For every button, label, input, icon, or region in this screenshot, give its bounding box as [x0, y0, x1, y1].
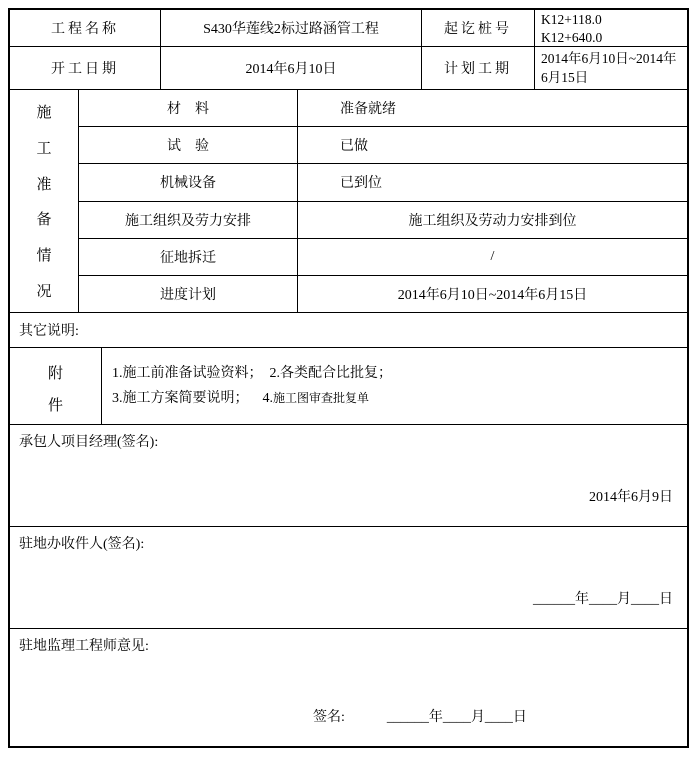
supervisor-opinion-section — [10, 629, 687, 746]
attachment-line-2-small: 施工图审查批复单 — [273, 391, 370, 405]
project-name-label: 工程名称 — [10, 10, 161, 46]
preparation-vertical-title — [10, 90, 79, 312]
start-date-label: 开工日期 — [10, 47, 161, 89]
schedule-value: 2014年6月10日~2014年6月15日 — [397, 287, 588, 303]
header-row-dates — [10, 47, 687, 89]
attachment-line-1: 1.施工前准备试验资料； 2.各类配合比批复； — [112, 366, 392, 381]
prep-title-char: 准 — [36, 176, 52, 193]
table-row-land-acquisition — [79, 239, 687, 276]
stake-line-2: K12+640.0 — [541, 30, 603, 45]
materials-label: 材 料 — [79, 90, 298, 126]
prep-title-char: 情 — [36, 247, 52, 264]
machinery-label: 机械设备 — [79, 164, 298, 200]
project-name-value: S430华莲线2标过路涵管工程 — [161, 10, 422, 46]
planned-period-label: 计划工期 — [422, 47, 535, 89]
other-notes-section — [10, 313, 687, 348]
organization-value: 施工组织及劳动力安排到位 — [408, 213, 577, 229]
land-acquisition-value: / — [490, 248, 495, 264]
machinery-value: 已到位 — [340, 176, 382, 192]
attachments-vertical-title — [10, 348, 102, 424]
contractor-signature-date: 2014年6月9日 — [589, 490, 673, 505]
prep-title-char: 工 — [36, 140, 52, 157]
resident-office-signature-section — [10, 527, 687, 629]
land-acquisition-label: 征地拆迁 — [79, 239, 298, 275]
planned-period-value: 2014年6月10日~2014年6月15日 — [541, 51, 677, 85]
resident-office-date-blank: ______年____月____日 — [533, 592, 673, 607]
prep-title-char: 况 — [36, 283, 52, 300]
start-date-value: 2014年6月10日 — [161, 47, 422, 89]
attachments-list — [102, 348, 687, 424]
tests-value: 已做 — [340, 139, 368, 155]
supervisor-sign-row — [313, 706, 687, 746]
supervisor-opinion-label: 驻地监理工程师意见: — [19, 639, 149, 654]
preparation-rows — [79, 90, 687, 312]
stake-number-value — [535, 10, 687, 46]
attachment-line-2 — [112, 386, 687, 411]
construction-commencement-form — [8, 8, 689, 748]
resident-office-signature-label: 驻地办收件人(签名): — [19, 537, 145, 552]
contractor-signature-label: 承包人项目经理(签名): — [19, 435, 159, 450]
header-row-project — [10, 10, 687, 47]
table-row-materials — [79, 90, 687, 127]
prep-title-char: 施 — [36, 105, 52, 122]
tests-label: 试 验 — [79, 127, 298, 163]
attachments-section — [10, 348, 687, 425]
supervisor-date-blank: ______年____月____日 — [386, 710, 527, 725]
stake-number-label: 起讫桩号 — [422, 10, 535, 46]
table-row-machinery — [79, 164, 687, 201]
preparation-section — [10, 90, 687, 313]
table-row-tests — [79, 127, 687, 164]
table-row-schedule — [79, 276, 687, 312]
attach-title-char: 附 — [47, 365, 63, 382]
schedule-label: 进度计划 — [79, 276, 298, 312]
header-section — [10, 10, 687, 90]
supervisor-sign-label: 签名: — [313, 710, 345, 725]
table-row-organization — [79, 202, 687, 239]
organization-label: 施工组织及劳力安排 — [79, 202, 298, 238]
prep-title-char: 备 — [36, 212, 52, 229]
contractor-signature-section — [10, 425, 687, 527]
attach-title-char: 件 — [47, 397, 63, 414]
stake-line-1: K12+118.0 — [541, 12, 602, 27]
other-notes-label: 其它说明: — [19, 324, 79, 339]
attachment-line-2-main: 3.施工方案简要说明； 4. — [112, 391, 273, 406]
materials-value: 准备就绪 — [340, 102, 396, 118]
